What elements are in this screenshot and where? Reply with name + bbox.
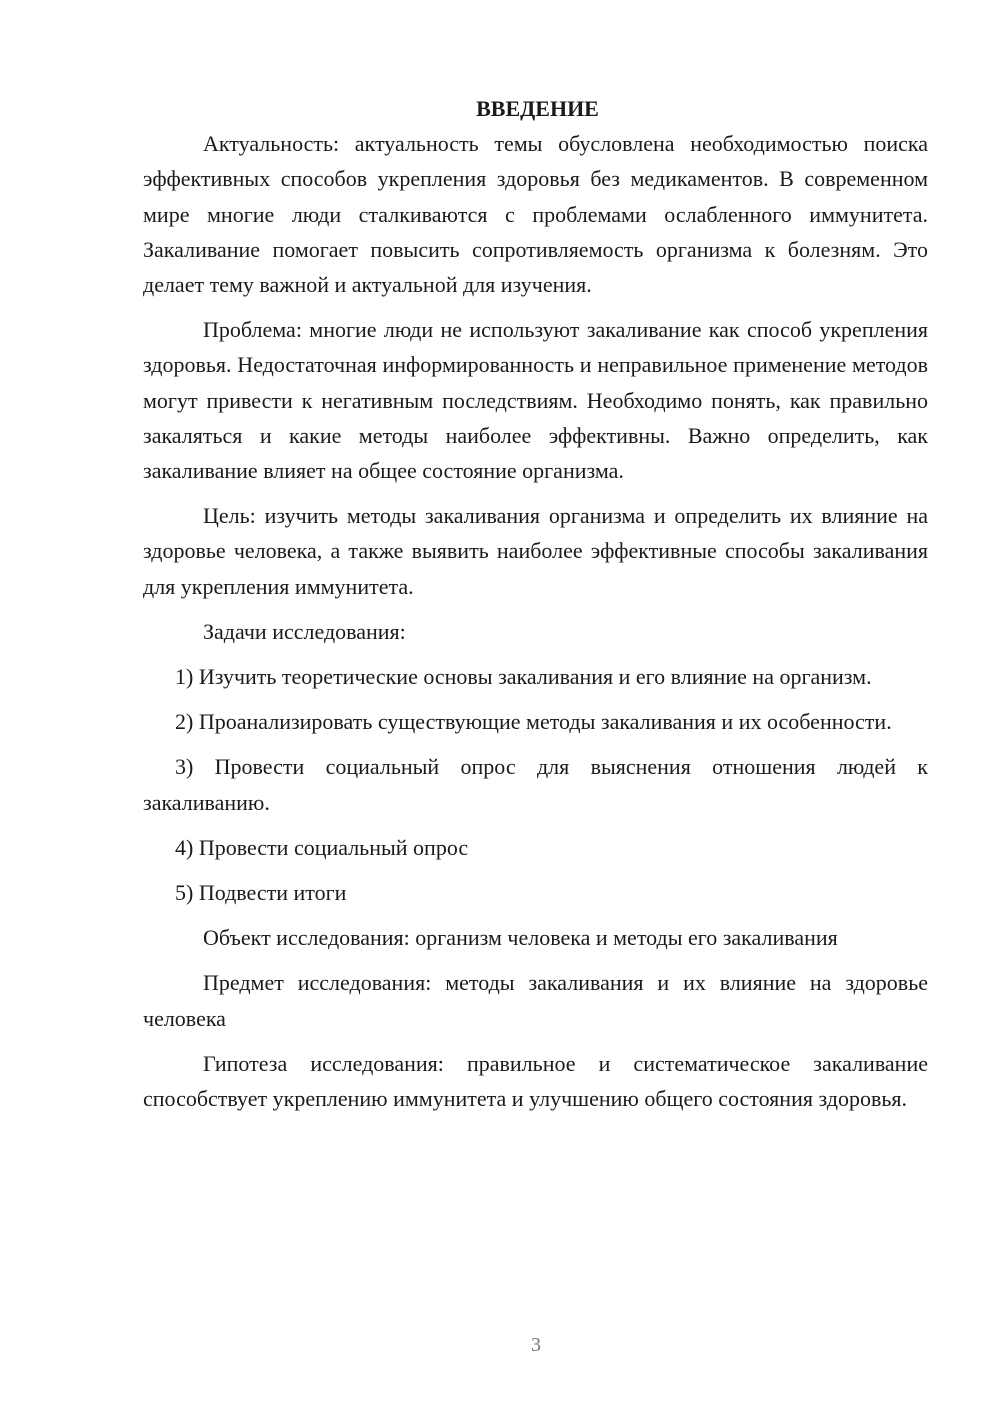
section-title: ВВЕДЕНИЕ: [476, 96, 599, 121]
task-item: 2) Проанализировать существующие методы закаливания и их особенности.: [175, 709, 892, 735]
paragraph-object: Объект исследования: организм человека и методы его закаливания: [203, 925, 838, 951]
paragraph-problem: Проблема: многие люди не используют закаливание как способ укрепления здоровья. Недостаточная информированность и неправильное применение методов могут привести к негативным последствиям. Необходимо понять, как правильно закаляться и какие методы наиболее эффективны. Важно определить, как закаливание влияет на общее состояние организма.: [143, 317, 928, 484]
tasks-heading: Задачи исследования:: [203, 618, 406, 644]
task-item: 4) Провести социальный опрос: [175, 834, 469, 860]
paragraph-hypothesis: Гипотеза исследования: правильное и систематическое закаливание способствует укреплению иммунитета и улучшению общего состояния здоровья.: [143, 1050, 928, 1112]
task-item: 5) Подвести итоги: [175, 880, 347, 906]
page-number: 3: [531, 1334, 541, 1356]
paragraph-relevance: Актуальность: актуальность темы обусловлена необходимостью поиска эффективных способов укрепления здоровья без медикаментов. В современном мире многие люди сталкиваются с проблемами ослабленного иммунитета. Закаливание помогает повысить сопротивляемость организма к болезням. Это делает тему важной и актуальной для изучения.: [143, 131, 928, 298]
paragraph-goal: Цель: изучить методы закаливания организма и определить их влияние на здоровье человека, а также выявить наиболее эффективные способы закаливания для укрепления иммунитета.: [143, 503, 928, 599]
task-item: 3) Провести социальный опрос для выяснения отношения людей к закаливанию.: [143, 754, 928, 815]
document-body: [143, 91, 928, 1126]
task-item: 1) Изучить теоретические основы закаливания и его влияние на организм.: [175, 664, 872, 690]
paragraph-subject: Предмет исследования: методы закаливания и их влияние на здоровье человека: [143, 970, 928, 1031]
tasks-list: [143, 659, 928, 910]
